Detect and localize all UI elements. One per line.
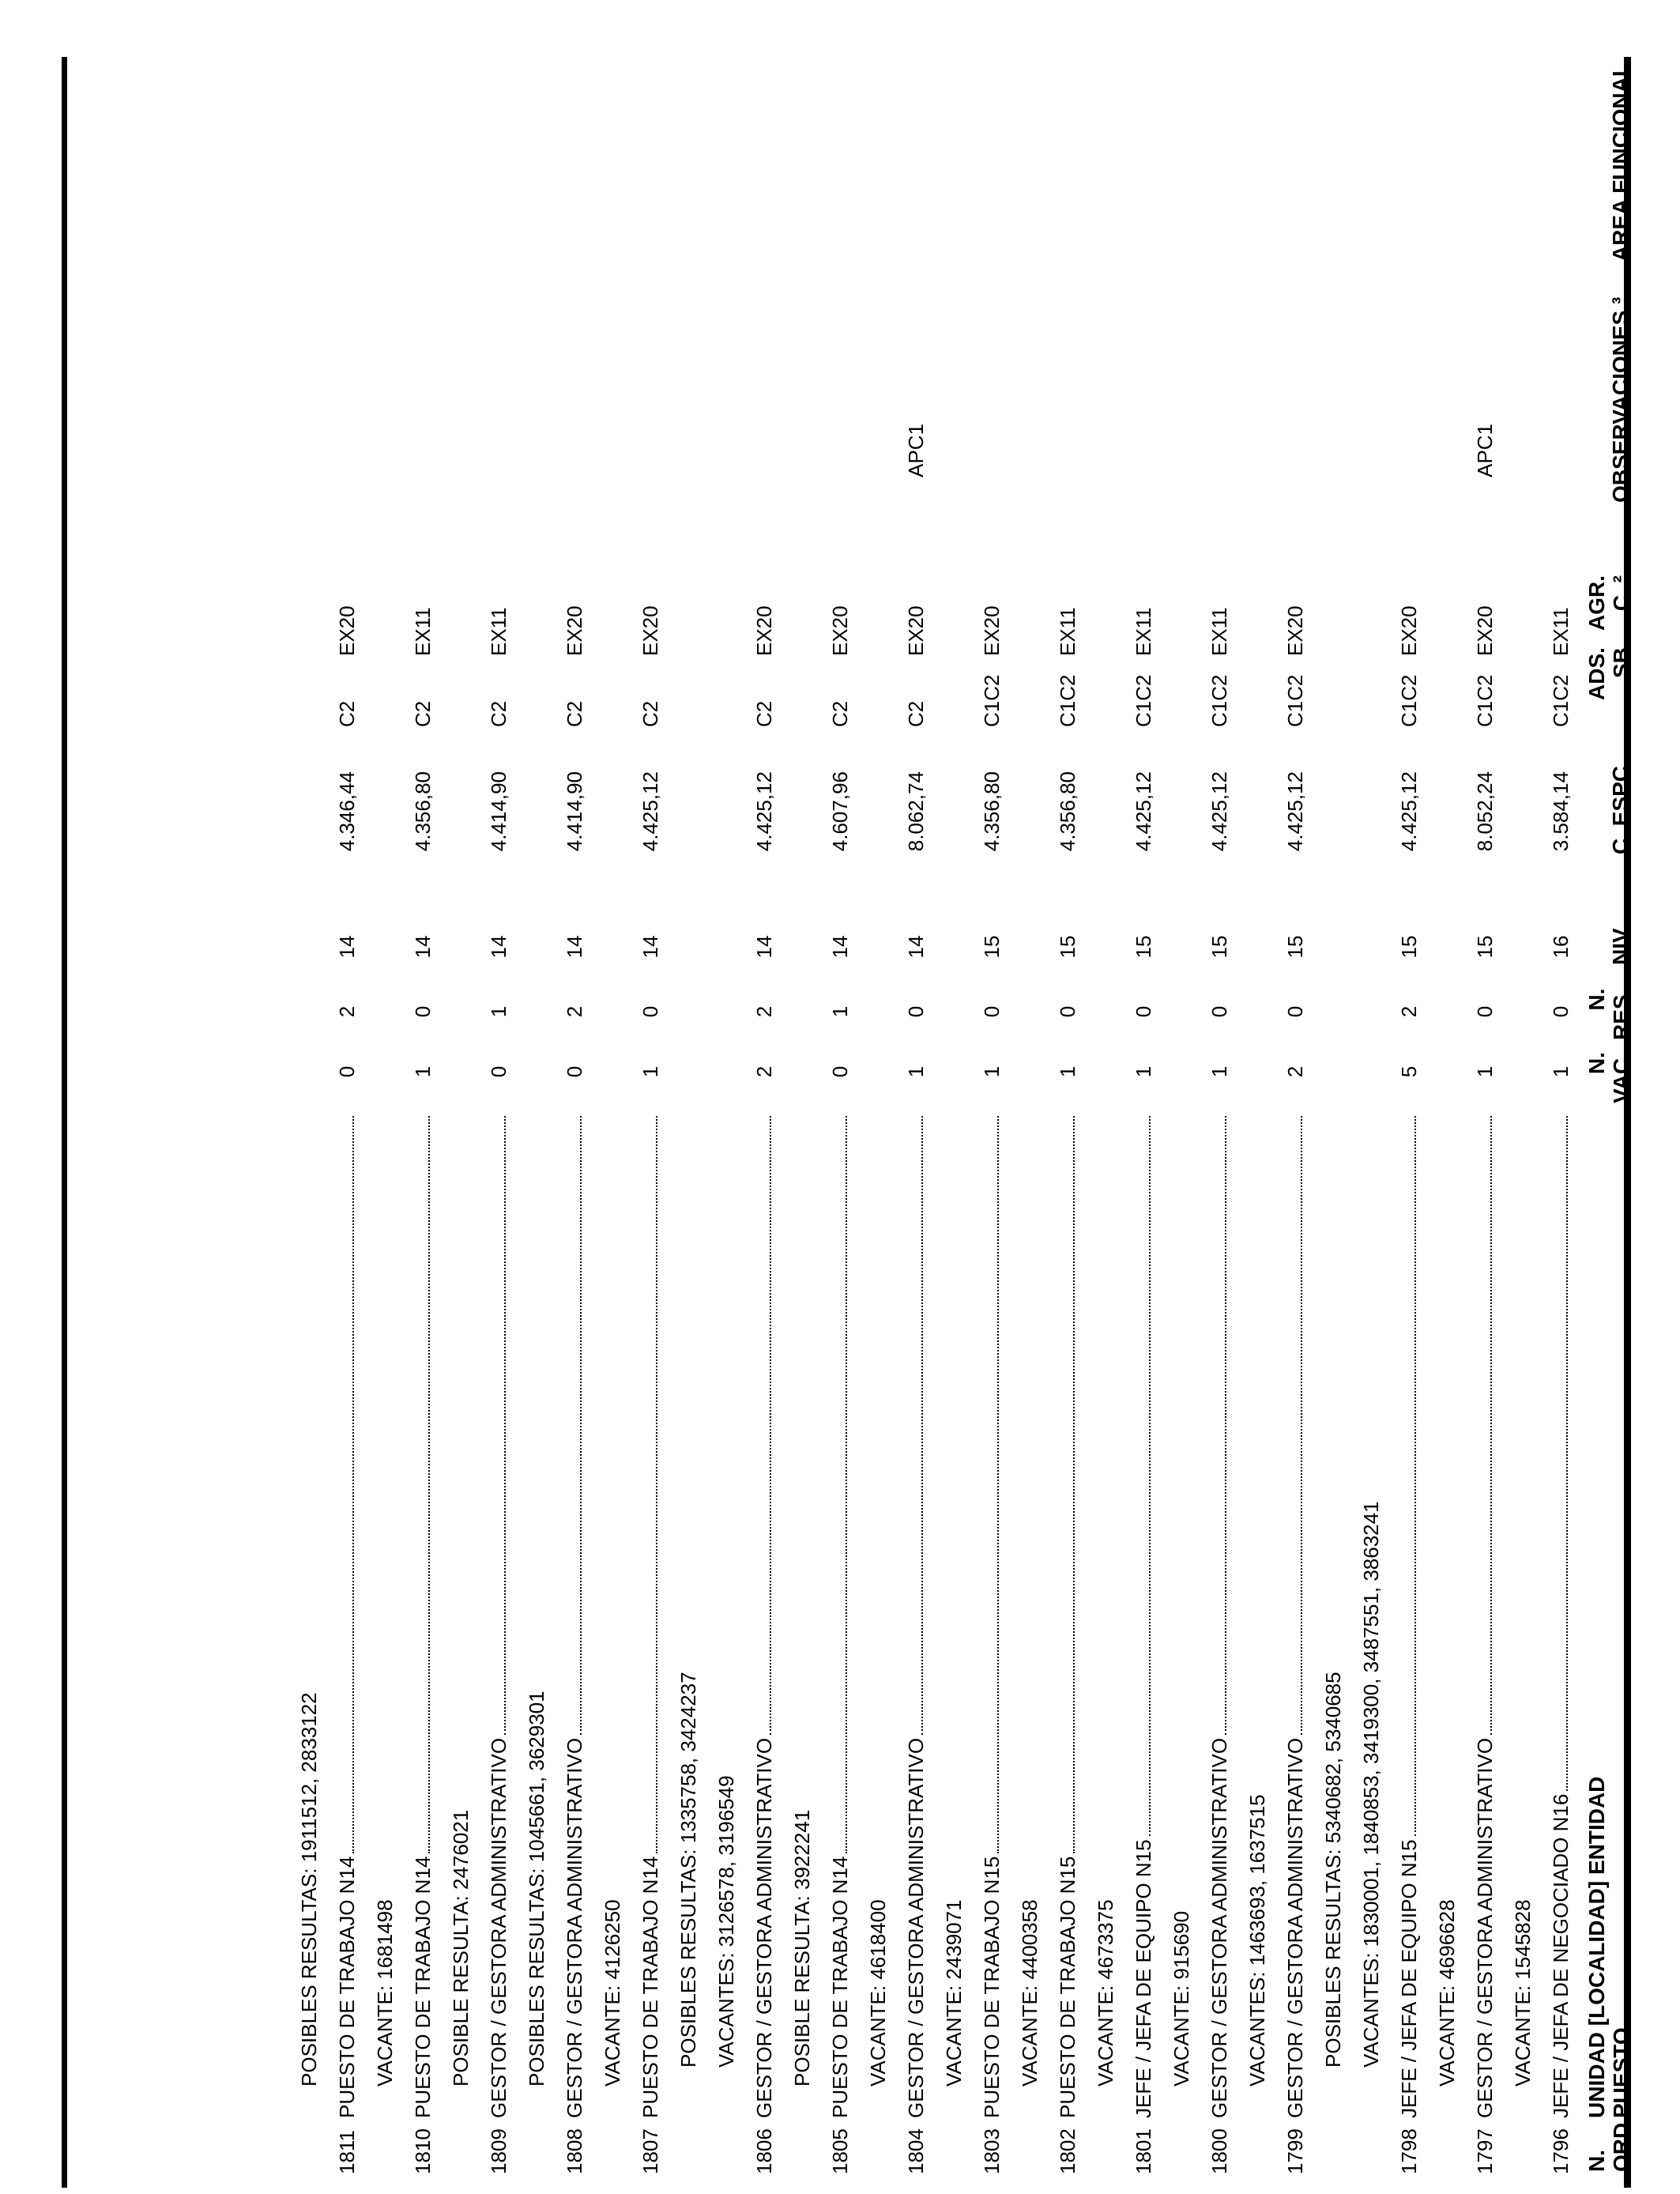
row-n-res: 0 <box>1473 1005 1497 1018</box>
leader-dots <box>428 1116 430 1853</box>
row-n-vac: 1 <box>1207 1065 1231 1078</box>
header-n-vac <box>1584 1052 1633 1103</box>
row-puesto <box>563 1114 587 2118</box>
row-agr-c: EX11 <box>487 607 510 656</box>
header-niv: NIV <box>1608 928 1633 965</box>
leader-dots <box>352 1116 354 1853</box>
row-puesto <box>1549 1114 1573 2118</box>
row-ord: 1809 <box>487 2128 510 2174</box>
row-ord: 1799 <box>1283 2128 1307 2174</box>
row-puesto-text: PUESTO DE TRABAJO N15 <box>1056 1856 1079 2118</box>
row-puesto-text: JEFE / JEFA DE EQUIPO N15 <box>1132 1839 1155 2118</box>
row-ads-sb: C1C2 <box>1056 674 1079 727</box>
row-agr-c: EX11 <box>1207 607 1231 656</box>
row-puesto-text: GESTOR / GESTORA ADMINISTRATIVO <box>1473 1737 1497 2118</box>
header-ads-sb <box>1584 647 1633 700</box>
row-n-vac: 0 <box>487 1065 510 1078</box>
row-c-espc: 4.414,90 <box>487 771 510 852</box>
row-n-vac: 1 <box>1549 1065 1573 1078</box>
row-niv: 14 <box>335 935 359 959</box>
row-detail-line: POSIBLES RESULTAS: 1045661, 3629301 <box>525 1691 548 2087</box>
row-detail-line: POSIBLES RESULTAS: 1911512, 2833122 <box>297 1692 321 2087</box>
row-detail-line: VACANTES: 1830001, 1840853, 3419300, 3487551, 3863241 <box>1359 1501 1383 2068</box>
row-c-espc: 4.356,80 <box>980 771 1004 852</box>
row-c-espc: 8.062,74 <box>904 771 928 852</box>
row-c-espc: 4.425,12 <box>1132 771 1155 852</box>
row-n-vac: 1 <box>638 1065 662 1078</box>
row-c-espc: 3.584,14 <box>1549 771 1573 852</box>
row-detail-line: POSIBLES RESULTAS: 1335758, 3424237 <box>676 1672 700 2068</box>
row-agr-c: EX20 <box>1473 605 1497 656</box>
row-c-espc: 4.346,44 <box>335 771 359 852</box>
row-detail-line: POSIBLES RESULTAS: 5340682, 5340685 <box>1321 1672 1345 2068</box>
row-puesto-text: PUESTO DE TRABAJO N14 <box>411 1856 435 2118</box>
row-ads-sb: C2 <box>335 700 359 727</box>
row-ord: 1803 <box>980 2128 1004 2174</box>
row-c-espc: 4.425,12 <box>638 771 662 852</box>
row-puesto <box>904 1114 929 2118</box>
row-n-res: 0 <box>1207 1005 1231 1018</box>
row-agr-c: EX20 <box>752 605 776 656</box>
row-ord: 1805 <box>828 2128 852 2174</box>
header-unidad <box>1584 1777 1633 2118</box>
leader-dots <box>1073 1116 1075 1853</box>
row-c-espc: 4.414,90 <box>563 771 586 852</box>
leader-dots <box>1490 1116 1492 1735</box>
row-c-espc: 4.425,12 <box>1283 771 1307 852</box>
row-detail-line: POSIBLE RESULTA: 3922241 <box>790 1809 814 2087</box>
row-puesto <box>1056 1114 1080 2118</box>
row-detail-line: VACANTE: 4696628 <box>1435 1899 1459 2087</box>
row-agr-c: EX20 <box>904 605 928 656</box>
row-c-espc: 8.052,24 <box>1473 771 1497 852</box>
row-agr-c: EX11 <box>1132 607 1155 656</box>
row-n-res: 2 <box>335 1005 359 1018</box>
row-n-res: 0 <box>904 1005 928 1018</box>
row-detail-line: VACANTE: 2439071 <box>942 1899 966 2087</box>
row-agr-c: EX20 <box>563 605 586 656</box>
header-ads-line1: ADS. <box>1584 647 1609 700</box>
row-agr-c: EX11 <box>411 607 435 656</box>
row-n-res: 0 <box>1132 1005 1155 1018</box>
row-ord: 1807 <box>638 2128 662 2174</box>
row-c-espc: 4.607,96 <box>828 771 852 852</box>
row-niv: 15 <box>1473 935 1497 959</box>
row-detail-line: VACANTES: 3126578, 3196549 <box>714 1775 738 2068</box>
row-agr-c: EX11 <box>1056 607 1079 656</box>
row-observaciones: APC1 <box>904 424 928 477</box>
header-c-espc: C. ESPC. <box>1608 760 1633 854</box>
row-puesto-text: PUESTO DE TRABAJO N14 <box>335 1856 359 2118</box>
row-puesto-text: GESTOR / GESTORA ADMINISTRATIVO <box>752 1737 776 2118</box>
row-ads-sb: C2 <box>563 700 586 727</box>
row-niv: 15 <box>1056 935 1079 959</box>
row-n-vac: 5 <box>1397 1065 1421 1078</box>
row-c-espc: 4.356,80 <box>411 771 435 852</box>
row-n-res: 2 <box>752 1005 776 1018</box>
row-agr-c: EX11 <box>1549 607 1573 656</box>
header-agr-c <box>1584 575 1633 631</box>
row-detail-line: VACANTE: 4126250 <box>601 1899 624 2087</box>
row-puesto-text: GESTOR / GESTORA ADMINISTRATIVO <box>1283 1737 1307 2118</box>
row-ads-sb: C1C2 <box>1207 674 1231 727</box>
row-ads-sb: C2 <box>411 700 435 727</box>
row-c-espc: 4.425,12 <box>1397 771 1421 852</box>
row-niv: 14 <box>563 935 586 959</box>
row-ord: 1800 <box>1207 2128 1231 2174</box>
row-ads-sb: C1C2 <box>1473 674 1497 727</box>
row-detail-line: VACANTE: 4618400 <box>866 1899 890 2087</box>
row-n-res: 0 <box>1056 1005 1079 1018</box>
row-n-vac: 1 <box>980 1065 1004 1078</box>
header-n-ord-line1: N. <box>1584 2150 1609 2172</box>
header-ads-line2: SB <box>1609 647 1633 678</box>
header-n-res <box>1584 989 1633 1040</box>
row-ads-sb: C1C2 <box>1283 674 1307 727</box>
header-area-funcional: AREA FUNCIONAL <box>1608 63 1633 262</box>
leader-dots <box>656 1116 657 1853</box>
row-detail-line: POSIBLE RESULTA: 2476021 <box>449 1809 473 2087</box>
leader-dots <box>846 1116 847 1853</box>
row-puesto <box>411 1114 435 2118</box>
row-n-res: 1 <box>828 1005 852 1018</box>
row-agr-c: EX20 <box>1397 605 1421 656</box>
row-ord: 1797 <box>1473 2128 1497 2174</box>
row-niv: 14 <box>752 935 776 959</box>
row-c-espc: 4.356,80 <box>1056 771 1079 852</box>
row-niv: 15 <box>980 935 1004 959</box>
row-ord: 1808 <box>563 2128 586 2174</box>
row-n-vac: 2 <box>752 1065 776 1078</box>
row-agr-c: EX20 <box>1283 605 1307 656</box>
row-puesto <box>1132 1114 1156 2118</box>
leader-dots <box>1414 1116 1416 1836</box>
row-ord: 1801 <box>1132 2128 1155 2174</box>
row-n-res: 0 <box>1283 1005 1307 1018</box>
row-puesto <box>752 1114 777 2118</box>
row-ads-sb: C2 <box>638 700 662 727</box>
header-unidad-line1: UNIDAD [LOCALIDAD] ENTIDAD <box>1584 1776 1609 2118</box>
row-puesto <box>1207 1114 1232 2118</box>
row-n-res: 2 <box>563 1005 586 1018</box>
row-agr-c: EX20 <box>638 605 662 656</box>
row-puesto <box>1283 1114 1308 2118</box>
row-n-res: 0 <box>1549 1005 1573 1018</box>
row-puesto <box>638 1114 663 2118</box>
leader-dots <box>1301 1116 1302 1735</box>
row-n-vac: 1 <box>411 1065 435 1078</box>
row-niv: 14 <box>828 935 852 959</box>
row-ads-sb: C1C2 <box>1132 674 1155 727</box>
row-detail-line: VACANTES: 1463693, 1637515 <box>1245 1794 1269 2087</box>
row-n-res: 0 <box>980 1005 1004 1018</box>
row-n-vac: 0 <box>335 1065 359 1078</box>
row-ads-sb: C2 <box>904 700 928 727</box>
bottom-rule <box>62 57 67 2188</box>
leader-dots <box>504 1116 506 1735</box>
row-puesto-text: PUESTO DE TRABAJO N14 <box>828 1856 852 2118</box>
row-ads-sb: C1C2 <box>1397 674 1421 727</box>
row-puesto <box>1397 1114 1422 2118</box>
row-ord: 1796 <box>1549 2128 1573 2174</box>
row-puesto <box>487 1114 511 2118</box>
row-niv: 15 <box>1132 935 1155 959</box>
row-ads-sb: C1C2 <box>1549 674 1573 727</box>
row-niv: 15 <box>1207 935 1231 959</box>
row-agr-c: EX20 <box>980 605 1004 656</box>
leader-dots <box>921 1116 923 1735</box>
row-ads-sb: C2 <box>487 700 510 727</box>
header-n-vac-line1: N. <box>1584 1052 1609 1075</box>
row-ord: 1810 <box>411 2128 435 2174</box>
header-n-res-line1: N. <box>1584 988 1609 1011</box>
row-n-res: 2 <box>1397 1005 1421 1018</box>
row-puesto-text: GESTOR / GESTORA ADMINISTRATIVO <box>904 1737 928 2118</box>
row-observaciones: APC1 <box>1473 424 1497 477</box>
row-c-espc: 4.425,12 <box>1207 771 1231 852</box>
row-ads-sb: C2 <box>828 700 852 727</box>
row-detail-line: VACANTE: 1545828 <box>1511 1899 1535 2087</box>
row-n-res: 0 <box>638 1005 662 1018</box>
row-puesto <box>980 1114 1004 2118</box>
leader-dots <box>770 1116 771 1735</box>
leader-dots <box>997 1116 999 1853</box>
row-ord: 1804 <box>904 2128 928 2174</box>
leader-dots <box>580 1116 582 1735</box>
header-observaciones: OBSERVACIONES ³ <box>1608 296 1633 503</box>
row-n-vac: 1 <box>1473 1065 1497 1078</box>
header-n-vac-line2: VAC. <box>1609 1052 1633 1103</box>
row-niv: 14 <box>904 935 928 959</box>
row-niv: 15 <box>1283 935 1307 959</box>
row-n-res: 1 <box>487 1005 510 1018</box>
row-puesto <box>1473 1114 1497 2118</box>
row-n-vac: 1 <box>1132 1065 1155 1078</box>
row-puesto-text: GESTOR / GESTORA ADMINISTRATIVO <box>487 1737 510 2118</box>
header-n-ord-line2: ORD. <box>1609 2117 1633 2172</box>
leader-dots <box>1225 1116 1226 1735</box>
leader-dots <box>1566 1116 1568 1791</box>
row-n-vac: 1 <box>904 1065 928 1078</box>
row-puesto-text: GESTOR / GESTORA ADMINISTRATIVO <box>1207 1737 1231 2118</box>
header-unidad-line2: PUESTO <box>1609 2027 1633 2118</box>
row-niv: 14 <box>638 935 662 959</box>
row-puesto <box>828 1114 853 2118</box>
row-puesto-text: PUESTO DE TRABAJO N15 <box>980 1856 1004 2118</box>
row-ads-sb: C2 <box>752 700 776 727</box>
row-n-res: 0 <box>411 1005 435 1018</box>
row-detail-line: VACANTE: 915690 <box>1170 1910 1193 2087</box>
row-n-vac: 0 <box>828 1065 852 1078</box>
row-ord: 1798 <box>1397 2128 1421 2174</box>
row-niv: 14 <box>487 935 510 959</box>
row-detail-line: VACANTE: 4400358 <box>1018 1899 1042 2087</box>
header-agr-line1: AGR. <box>1584 575 1609 631</box>
row-ads-sb: C1C2 <box>980 674 1004 727</box>
row-puesto-text: JEFE / JEFA DE EQUIPO N15 <box>1397 1839 1421 2118</box>
row-puesto-text: JEFE / JEFA DE NEGOCIADO N16 <box>1549 1793 1573 2118</box>
row-ord: 1802 <box>1056 2128 1079 2174</box>
row-niv: 16 <box>1549 935 1573 959</box>
row-ord: 1811 <box>335 2130 359 2174</box>
row-niv: 14 <box>411 935 435 959</box>
row-detail-line: VACANTE: 1681498 <box>373 1899 397 2087</box>
row-detail-line: VACANTE: 4673375 <box>1094 1899 1117 2087</box>
header-agr-line2: C. ² <box>1609 575 1633 612</box>
row-n-vac: 1 <box>1056 1065 1079 1078</box>
row-n-vac: 0 <box>563 1065 586 1078</box>
row-n-vac: 2 <box>1283 1065 1307 1078</box>
row-puesto-text: GESTOR / GESTORA ADMINISTRATIVO <box>563 1737 586 2118</box>
leader-dots <box>1149 1116 1151 1836</box>
row-puesto <box>335 1114 360 2118</box>
row-agr-c: EX20 <box>335 605 359 656</box>
row-c-espc: 4.425,12 <box>752 771 776 852</box>
row-niv: 15 <box>1397 935 1421 959</box>
row-agr-c: EX20 <box>828 605 852 656</box>
header-n-res-line2: RES. <box>1609 988 1633 1040</box>
header-n-ord <box>1584 2117 1633 2172</box>
row-puesto-text: PUESTO DE TRABAJO N14 <box>638 1856 662 2118</box>
row-ord: 1806 <box>752 2128 776 2174</box>
